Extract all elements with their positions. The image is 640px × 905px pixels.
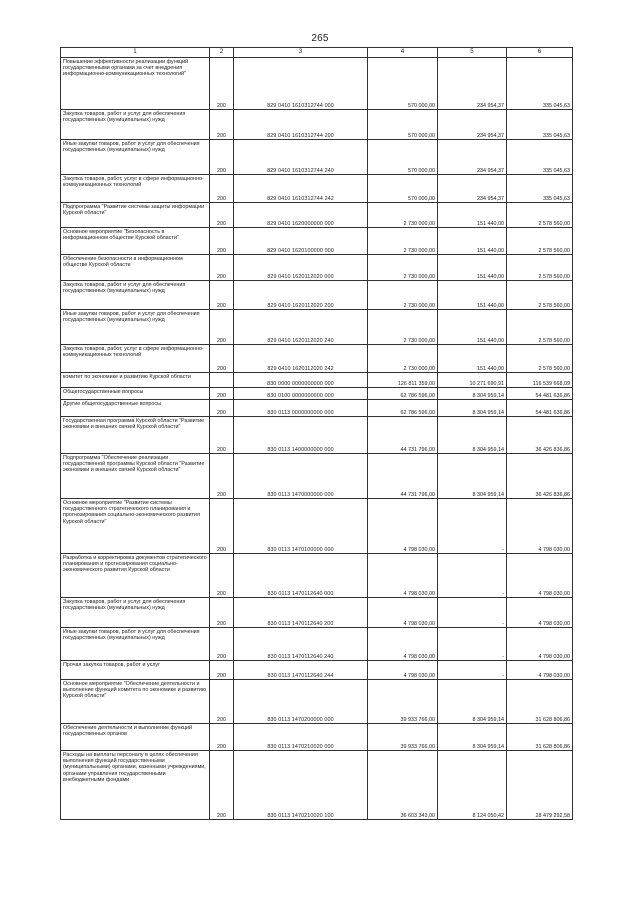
classification-code-cell: 829 0410 1610312744 240 [234, 140, 368, 175]
classification-code-cell: 830 0113 1470100000 000 [234, 499, 368, 554]
amount-col6-cell: 2 578 560,00 [507, 310, 573, 345]
row-name-cell: Основное мероприятие "Безопасность в информационном обществе Курской области" [61, 228, 210, 255]
table-row [61, 554, 573, 598]
table-row [61, 388, 573, 400]
amount-col6-cell: 2 578 560,00 [507, 203, 573, 228]
grbs-code-cell: 200 [210, 724, 234, 751]
table-row [61, 751, 573, 820]
table-row [61, 680, 573, 724]
amount-col4-cell: 39 933 766,00 [368, 724, 438, 751]
amount-col4-cell: 2 730 000,00 [368, 281, 438, 310]
row-name-cell: Повышение эффективности реализации функций государственными органами за счет внедрения информационно-коммуникационных технологий" [61, 58, 210, 110]
amount-col5-cell: 151 440,00 [438, 345, 507, 373]
amount-col5-cell: 234 954,37 [438, 58, 507, 110]
table-row [61, 345, 573, 373]
amount-col4-cell: 126 811 359,00 [368, 373, 438, 388]
amount-col5-cell: 10 271 690,91 [438, 373, 507, 388]
classification-code-cell: 829 0410 1620112020 200 [234, 281, 368, 310]
amount-col5-cell: 234 954,37 [438, 110, 507, 140]
amount-col4-cell: 4 798 030,00 [368, 628, 438, 661]
table-row [61, 255, 573, 281]
row-name-cell: Основное мероприятие "Развитие системы государственного стратегического планирования и прогнозирования социально-экономического развития Курской области" [61, 499, 210, 554]
classification-code-cell: 829 0410 1620112020 242 [234, 345, 368, 373]
row-name-cell: Государственная программа Курской области "Развитие экономики и внешних связей Курской области" [61, 417, 210, 454]
amount-col4-cell: 2 730 000,00 [368, 255, 438, 281]
amount-col6-cell: 4 798 030,00 [507, 499, 573, 554]
row-name-cell: Разработка и корректировка документов стратегического планирования и прогнозирования социально-экономического развития Курской области [61, 554, 210, 598]
table-row [61, 400, 573, 417]
classification-code-cell: 830 0113 1470112640 200 [234, 598, 368, 628]
amount-col4-cell: 2 730 000,00 [368, 345, 438, 373]
amount-col6-cell: 2 578 560,00 [507, 345, 573, 373]
row-name-cell: Другие общегосударственные вопросы [61, 400, 210, 417]
classification-code-cell: 829 0410 1620000000 000 [234, 203, 368, 228]
amount-col6-cell: 31 628 806,86 [507, 724, 573, 751]
row-name-cell: Прочая закупка товаров, работ и услуг [61, 661, 210, 680]
classification-code-cell: 830 0113 1470210020 100 [234, 751, 368, 820]
row-name-cell: Расходы на выплаты персоналу в целях обеспечения выполнения функций государственными (муниципальными) органами, казенными учреждениями, органами управления государственными внебюджетными фондами [61, 751, 210, 820]
amount-col5-cell: 8 304 959,14 [438, 400, 507, 417]
table-row [61, 724, 573, 751]
row-name-cell: Подпрограмма "Развитие системы защиты информации Курской области" [61, 203, 210, 228]
table-row [61, 661, 573, 680]
amount-col6-cell: 36 426 836,86 [507, 454, 573, 499]
grbs-code-cell: 200 [210, 345, 234, 373]
amount-col6-cell: 54 481 636,86 [507, 400, 573, 417]
amount-col5-cell: 151 440,00 [438, 310, 507, 345]
amount-col4-cell: 62 786 596,00 [368, 400, 438, 417]
row-name-cell: Обеспечение безопасности в информационном обществе Курской области [61, 255, 210, 281]
grbs-code-cell: 200 [210, 255, 234, 281]
column-number: 4 [368, 48, 438, 58]
grbs-code-cell: 200 [210, 417, 234, 454]
grbs-code-cell: 200 [210, 203, 234, 228]
amount-col4-cell: 62 786 596,00 [368, 388, 438, 400]
grbs-code-cell: 200 [210, 751, 234, 820]
table-row [61, 175, 573, 203]
row-name-cell: Закупка товаров, работ, услуг в сфере информационно-коммуникационных технологий [61, 345, 210, 373]
row-name-cell: Подпрограмма "Обеспечение реализации государственной программы Курской области "Развитие экономики и внешних связей Курской области" [61, 454, 210, 499]
row-name-cell: Иные закупки товаров, работ и услуг для обеспечения государственных (муниципальных) нужд [61, 628, 210, 661]
grbs-code-cell: 200 [210, 140, 234, 175]
row-name-cell: Основное мероприятие "Обеспечение деятельности и выполнение функций комитета по экономике и развитию Курской области" [61, 680, 210, 724]
table-row [61, 140, 573, 175]
column-number-row [61, 48, 573, 58]
grbs-code-cell: 200 [210, 628, 234, 661]
amount-col4-cell: 44 731 796,00 [368, 454, 438, 499]
amount-col6-cell: 4 798 030,00 [507, 554, 573, 598]
amount-col5-cell: - [438, 628, 507, 661]
classification-code-cell: 830 0113 1470210020 000 [234, 724, 368, 751]
grbs-code-cell: 200 [210, 554, 234, 598]
grbs-code-cell: 200 [210, 228, 234, 255]
table-row [61, 281, 573, 310]
grbs-code-cell: 200 [210, 110, 234, 140]
amount-col6-cell: 335 045,63 [507, 58, 573, 110]
classification-code-cell: 829 0410 1620100000 000 [234, 228, 368, 255]
table-row [61, 417, 573, 454]
grbs-code-cell: 200 [210, 400, 234, 417]
amount-col4-cell: 36 603 343,00 [368, 751, 438, 820]
amount-col6-cell: 2 578 560,00 [507, 281, 573, 310]
amount-col6-cell: 2 578 560,00 [507, 228, 573, 255]
amount-col4-cell: 4 798 030,00 [368, 554, 438, 598]
row-name-cell: Обеспечение деятельности и выполнение функций государственных органов [61, 724, 210, 751]
amount-col6-cell: 4 798 030,00 [507, 661, 573, 680]
amount-col5-cell: - [438, 661, 507, 680]
amount-col6-cell: 4 798 030,00 [507, 628, 573, 661]
column-number: 6 [507, 48, 573, 58]
amount-col4-cell: 4 798 030,00 [368, 661, 438, 680]
grbs-code-cell: 200 [210, 281, 234, 310]
amount-col5-cell: 8 124 050,42 [438, 751, 507, 820]
classification-code-cell: 830 0113 1470000000 000 [234, 454, 368, 499]
grbs-code-cell: 200 [210, 58, 234, 110]
grbs-code-cell: 200 [210, 499, 234, 554]
table-row [61, 58, 573, 110]
amount-col6-cell: 28 479 292,58 [507, 751, 573, 820]
amount-col4-cell: 4 798 030,00 [368, 499, 438, 554]
grbs-code-cell: 200 [210, 454, 234, 499]
grbs-code-cell: 200 [210, 680, 234, 724]
amount-col4-cell: 2 730 000,00 [368, 310, 438, 345]
row-name-cell: Иные закупки товаров, работ и услуг для обеспечения государственных (муниципальных) нужд [61, 140, 210, 175]
amount-col4-cell: 2 730 000,00 [368, 203, 438, 228]
row-name-cell: Закупка товаров, работ и услуг для обеспечения государственных (муниципальных) нужд [61, 110, 210, 140]
amount-col5-cell: 151 440,00 [438, 255, 507, 281]
amount-col5-cell: - [438, 499, 507, 554]
amount-col5-cell: 8 304 959,14 [438, 680, 507, 724]
amount-col6-cell: 335 045,63 [507, 175, 573, 203]
amount-col5-cell: 151 440,00 [438, 281, 507, 310]
classification-code-cell: 829 0410 1610312744 200 [234, 110, 368, 140]
amount-col4-cell: 570 000,00 [368, 58, 438, 110]
table-row [61, 454, 573, 499]
grbs-code-cell: 200 [210, 661, 234, 680]
amount-col4-cell: 570 000,00 [368, 140, 438, 175]
table-row [61, 373, 573, 388]
amount-col6-cell: 31 628 806,86 [507, 680, 573, 724]
amount-col4-cell: 2 730 000,00 [368, 228, 438, 255]
amount-col6-cell: 36 426 836,86 [507, 417, 573, 454]
amount-col4-cell: 4 798 030,00 [368, 598, 438, 628]
amount-col6-cell: 54 481 636,86 [507, 388, 573, 400]
grbs-code-cell: 200 [210, 388, 234, 400]
amount-col4-cell: 570 000,00 [368, 110, 438, 140]
amount-col5-cell: 151 440,00 [438, 228, 507, 255]
classification-code-cell: 830 0113 1400000000 000 [234, 417, 368, 454]
amount-col5-cell: 234 954,37 [438, 140, 507, 175]
classification-code-cell: 829 0410 1620112020 240 [234, 310, 368, 345]
amount-col4-cell: 44 731 796,00 [368, 417, 438, 454]
amount-col6-cell: 335 045,63 [507, 140, 573, 175]
column-number: 3 [234, 48, 368, 58]
column-number: 1 [61, 48, 210, 58]
classification-code-cell: 830 0113 1470112640 244 [234, 661, 368, 680]
amount-col5-cell: - [438, 598, 507, 628]
column-number: 2 [210, 48, 234, 58]
row-name-cell: Закупка товаров, работ и услуг для обеспечения государственных (муниципальных) нужд [61, 281, 210, 310]
table-row [61, 499, 573, 554]
classification-code-cell: 830 0100 0000000000 000 [234, 388, 368, 400]
table-row [61, 110, 573, 140]
budget-table [60, 47, 573, 820]
table-row [61, 628, 573, 661]
amount-col6-cell: 335 045,63 [507, 110, 573, 140]
grbs-code-cell: 200 [210, 175, 234, 203]
classification-code-cell: 829 0410 1610312744 000 [234, 58, 368, 110]
grbs-code-cell: 200 [210, 598, 234, 628]
table-row [61, 228, 573, 255]
row-name-cell: Закупка товаров, работ, услуг в сфере информационно-коммуникационных технологий [61, 175, 210, 203]
classification-code-cell: 830 0000 0000000000 000 [234, 373, 368, 388]
page-number: 265 [311, 33, 329, 44]
classification-code-cell: 830 0113 1470112640 240 [234, 628, 368, 661]
table-row [61, 203, 573, 228]
classification-code-cell: 830 0113 1470200000 000 [234, 680, 368, 724]
amount-col5-cell: 8 304 959,14 [438, 724, 507, 751]
amount-col6-cell: 116 539 668,09 [507, 373, 573, 388]
grbs-code-cell: 200 [210, 310, 234, 345]
table-row [61, 310, 573, 345]
row-name-cell: Общегосударственные вопросы [61, 388, 210, 400]
row-name-cell: комитет по экономике и развитию Курской области [61, 373, 210, 388]
column-number: 5 [438, 48, 507, 58]
amount-col4-cell: 570 000,00 [368, 175, 438, 203]
amount-col5-cell: - [438, 554, 507, 598]
amount-col5-cell: 234 954,37 [438, 175, 507, 203]
classification-code-cell: 829 0410 1620112020 000 [234, 255, 368, 281]
row-name-cell: Закупка товаров, работ и услуг для обеспечения государственных (муниципальных) нужд [61, 598, 210, 628]
amount-col5-cell: 8 304 959,14 [438, 417, 507, 454]
amount-col5-cell: 151 440,00 [438, 203, 507, 228]
row-name-cell: Иные закупки товаров, работ и услуг для обеспечения государственных (муниципальных) нужд [61, 310, 210, 345]
classification-code-cell: 829 0410 1610312744 242 [234, 175, 368, 203]
amount-col5-cell: 8 304 959,14 [438, 454, 507, 499]
amount-col6-cell: 4 798 030,00 [507, 598, 573, 628]
amount-col5-cell: 8 304 959,14 [438, 388, 507, 400]
classification-code-cell: 830 0113 1470112640 000 [234, 554, 368, 598]
grbs-code-cell [210, 373, 234, 388]
amount-col4-cell: 39 933 766,00 [368, 680, 438, 724]
table-row [61, 598, 573, 628]
amount-col6-cell: 2 578 560,00 [507, 255, 573, 281]
classification-code-cell: 830 0113 0000000000 000 [234, 400, 368, 417]
